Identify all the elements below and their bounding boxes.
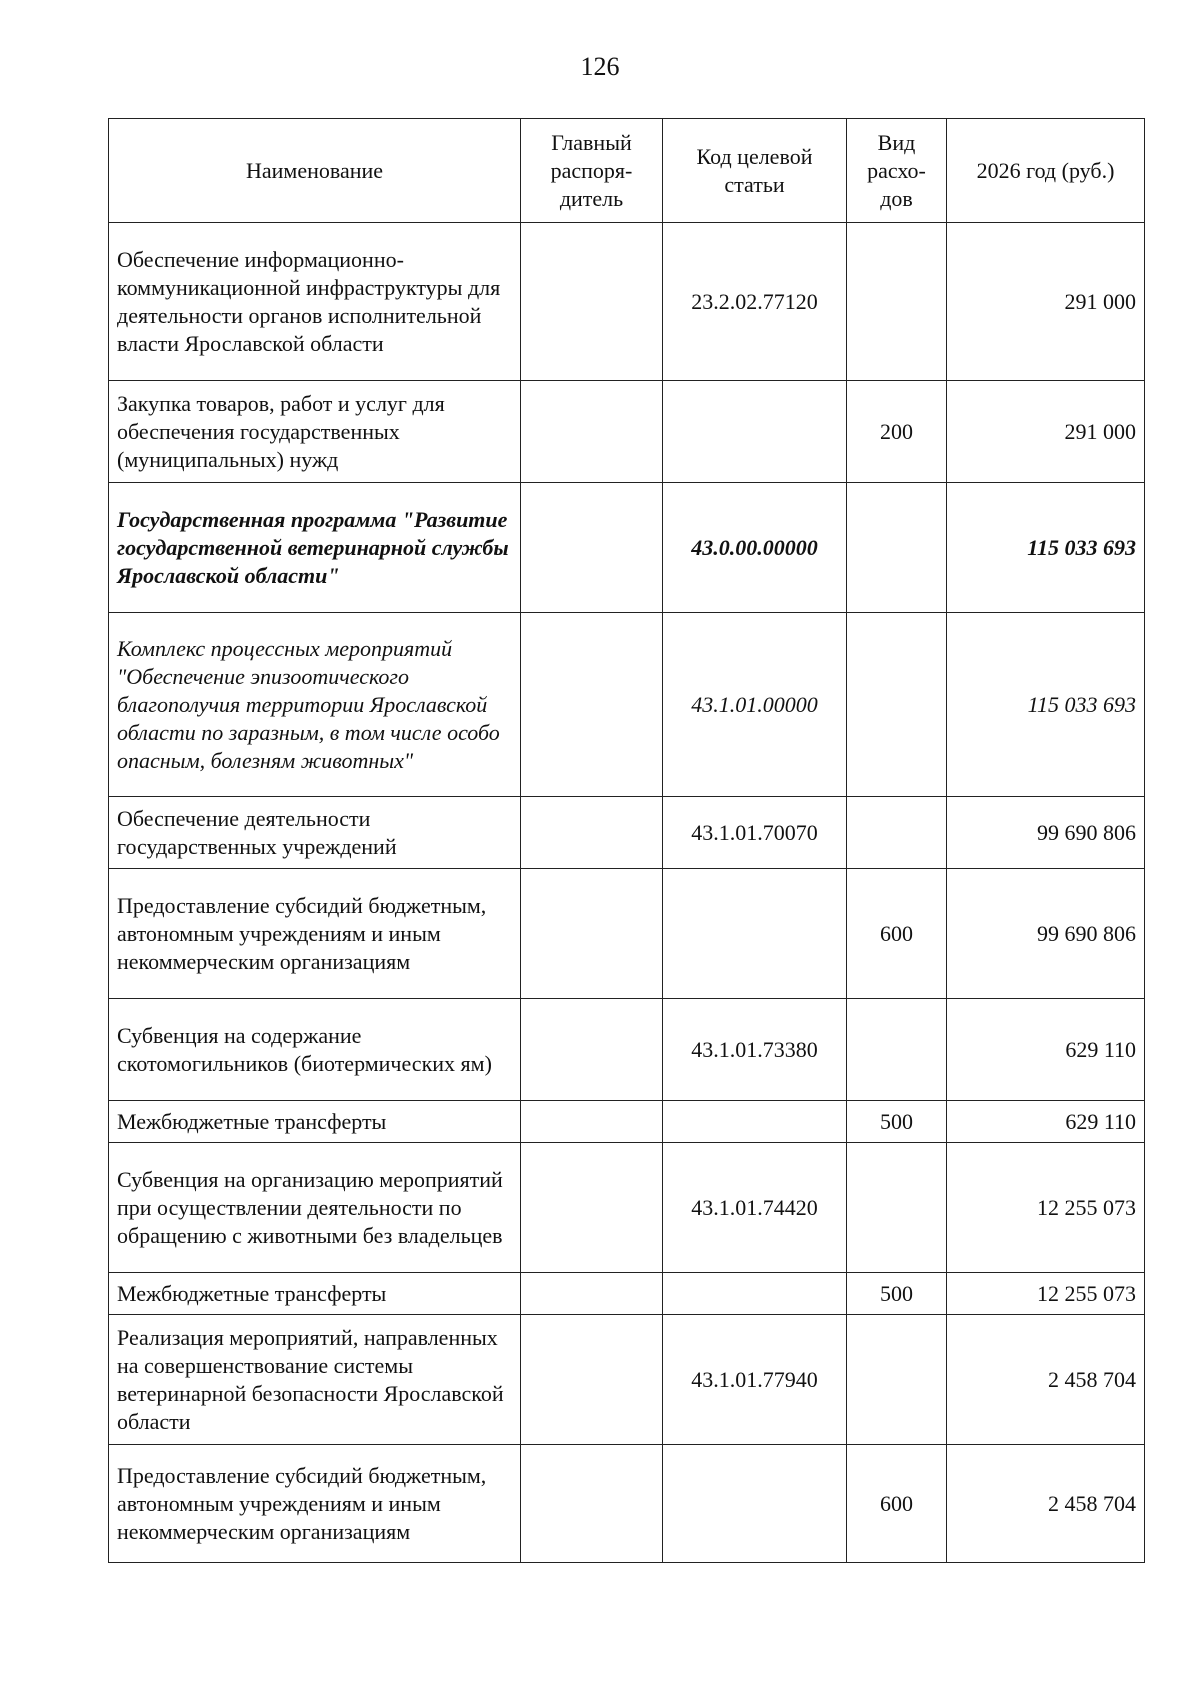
- cell-target-code: 23.2.02.77120: [663, 223, 847, 381]
- header-main-manager: Главный распоря-дитель: [521, 119, 663, 223]
- cell-name: Государственная программа "Развитие государственной ветеринарной службы Ярославской области": [109, 483, 521, 613]
- header-expense-type: Вид расхо-дов: [847, 119, 947, 223]
- cell-main-manager: [521, 869, 663, 999]
- cell-name: Предоставление субсидий бюджетным, автономным учреждениям и иным некоммерческим организациям: [109, 869, 521, 999]
- table-row: [109, 613, 1145, 797]
- cell-main-manager: [521, 613, 663, 797]
- cell-main-manager: [521, 1445, 663, 1563]
- table-body: [109, 223, 1145, 1563]
- cell-name: Субвенция на содержание скотомогильников (биотермических ям): [109, 999, 521, 1101]
- cell-name: Обеспечение информационно-коммуникационной инфраструктуры для деятельности органов исполнительной власти Ярославской области: [109, 223, 521, 381]
- table-row: [109, 869, 1145, 999]
- cell-name: Субвенция на организацию мероприятий при осуществлении деятельности по обращению с животными без владельцев: [109, 1143, 521, 1273]
- cell-name: Предоставление субсидий бюджетным, автономным учреждениям и иным некоммерческим организациям: [109, 1445, 521, 1563]
- cell-amount: 115 033 693: [947, 483, 1145, 613]
- cell-amount: 291 000: [947, 381, 1145, 483]
- cell-expense-type: 600: [847, 1445, 947, 1563]
- table-row: [109, 381, 1145, 483]
- budget-table: [108, 118, 1145, 1563]
- cell-expense-type: 200: [847, 381, 947, 483]
- page-number: 126: [580, 52, 620, 81]
- header-target-code: Код целевой статьи: [663, 119, 847, 223]
- cell-expense-type: [847, 223, 947, 381]
- cell-name: Межбюджетные трансферты: [109, 1273, 521, 1315]
- cell-expense-type: [847, 1143, 947, 1273]
- cell-target-code: 43.1.01.70070: [663, 797, 847, 869]
- cell-target-code: [663, 1101, 847, 1143]
- cell-name: Межбюджетные трансферты: [109, 1101, 521, 1143]
- cell-name: Реализация мероприятий, направленных на совершенствование системы ветеринарной безопасности Ярославской области: [109, 1315, 521, 1445]
- cell-expense-type: 600: [847, 869, 947, 999]
- cell-main-manager: [521, 999, 663, 1101]
- table-row: [109, 1445, 1145, 1563]
- cell-target-code: 43.1.01.77940: [663, 1315, 847, 1445]
- cell-main-manager: [521, 1101, 663, 1143]
- cell-amount: 291 000: [947, 223, 1145, 381]
- table-row: [109, 1101, 1145, 1143]
- cell-expense-type: [847, 613, 947, 797]
- cell-target-code: [663, 1273, 847, 1315]
- cell-expense-type: [847, 999, 947, 1101]
- cell-amount: 629 110: [947, 999, 1145, 1101]
- table-row: [109, 1273, 1145, 1315]
- table-row: [109, 1143, 1145, 1273]
- cell-expense-type: [847, 797, 947, 869]
- cell-target-code: 43.1.01.73380: [663, 999, 847, 1101]
- cell-amount: 99 690 806: [947, 869, 1145, 999]
- cell-amount: 2 458 704: [947, 1315, 1145, 1445]
- cell-main-manager: [521, 223, 663, 381]
- table-header-row: [109, 119, 1145, 223]
- cell-main-manager: [521, 1273, 663, 1315]
- cell-amount: 629 110: [947, 1101, 1145, 1143]
- cell-target-code: [663, 1445, 847, 1563]
- cell-name: Закупка товаров, работ и услуг для обеспечения государственных (муниципальных) нужд: [109, 381, 521, 483]
- cell-expense-type: [847, 1315, 947, 1445]
- table-row: [109, 223, 1145, 381]
- cell-amount: 12 255 073: [947, 1143, 1145, 1273]
- header-name: Наименование: [109, 119, 521, 223]
- cell-main-manager: [521, 381, 663, 483]
- table-row: [109, 999, 1145, 1101]
- cell-target-code: 43.1.01.74420: [663, 1143, 847, 1273]
- cell-amount: 115 033 693: [947, 613, 1145, 797]
- cell-amount: 12 255 073: [947, 1273, 1145, 1315]
- cell-expense-type: 500: [847, 1101, 947, 1143]
- table-row: [109, 797, 1145, 869]
- cell-target-code: [663, 381, 847, 483]
- cell-main-manager: [521, 1315, 663, 1445]
- cell-target-code: 43.0.00.00000: [663, 483, 847, 613]
- cell-expense-type: 500: [847, 1273, 947, 1315]
- cell-target-code: [663, 869, 847, 999]
- cell-amount: 2 458 704: [947, 1445, 1145, 1563]
- cell-name: Обеспечение деятельности государственных учреждений: [109, 797, 521, 869]
- cell-target-code: 43.1.01.00000: [663, 613, 847, 797]
- cell-main-manager: [521, 483, 663, 613]
- table-row: [109, 1315, 1145, 1445]
- cell-expense-type: [847, 483, 947, 613]
- cell-main-manager: [521, 797, 663, 869]
- cell-name: Комплекс процессных мероприятий "Обеспечение эпизоотического благополучия территории Ярославской области по заразным, в том числе особо опасным, болезням животных": [109, 613, 521, 797]
- header-year-amount: 2026 год (руб.): [947, 119, 1145, 223]
- cell-main-manager: [521, 1143, 663, 1273]
- table-row: [109, 483, 1145, 613]
- cell-amount: 99 690 806: [947, 797, 1145, 869]
